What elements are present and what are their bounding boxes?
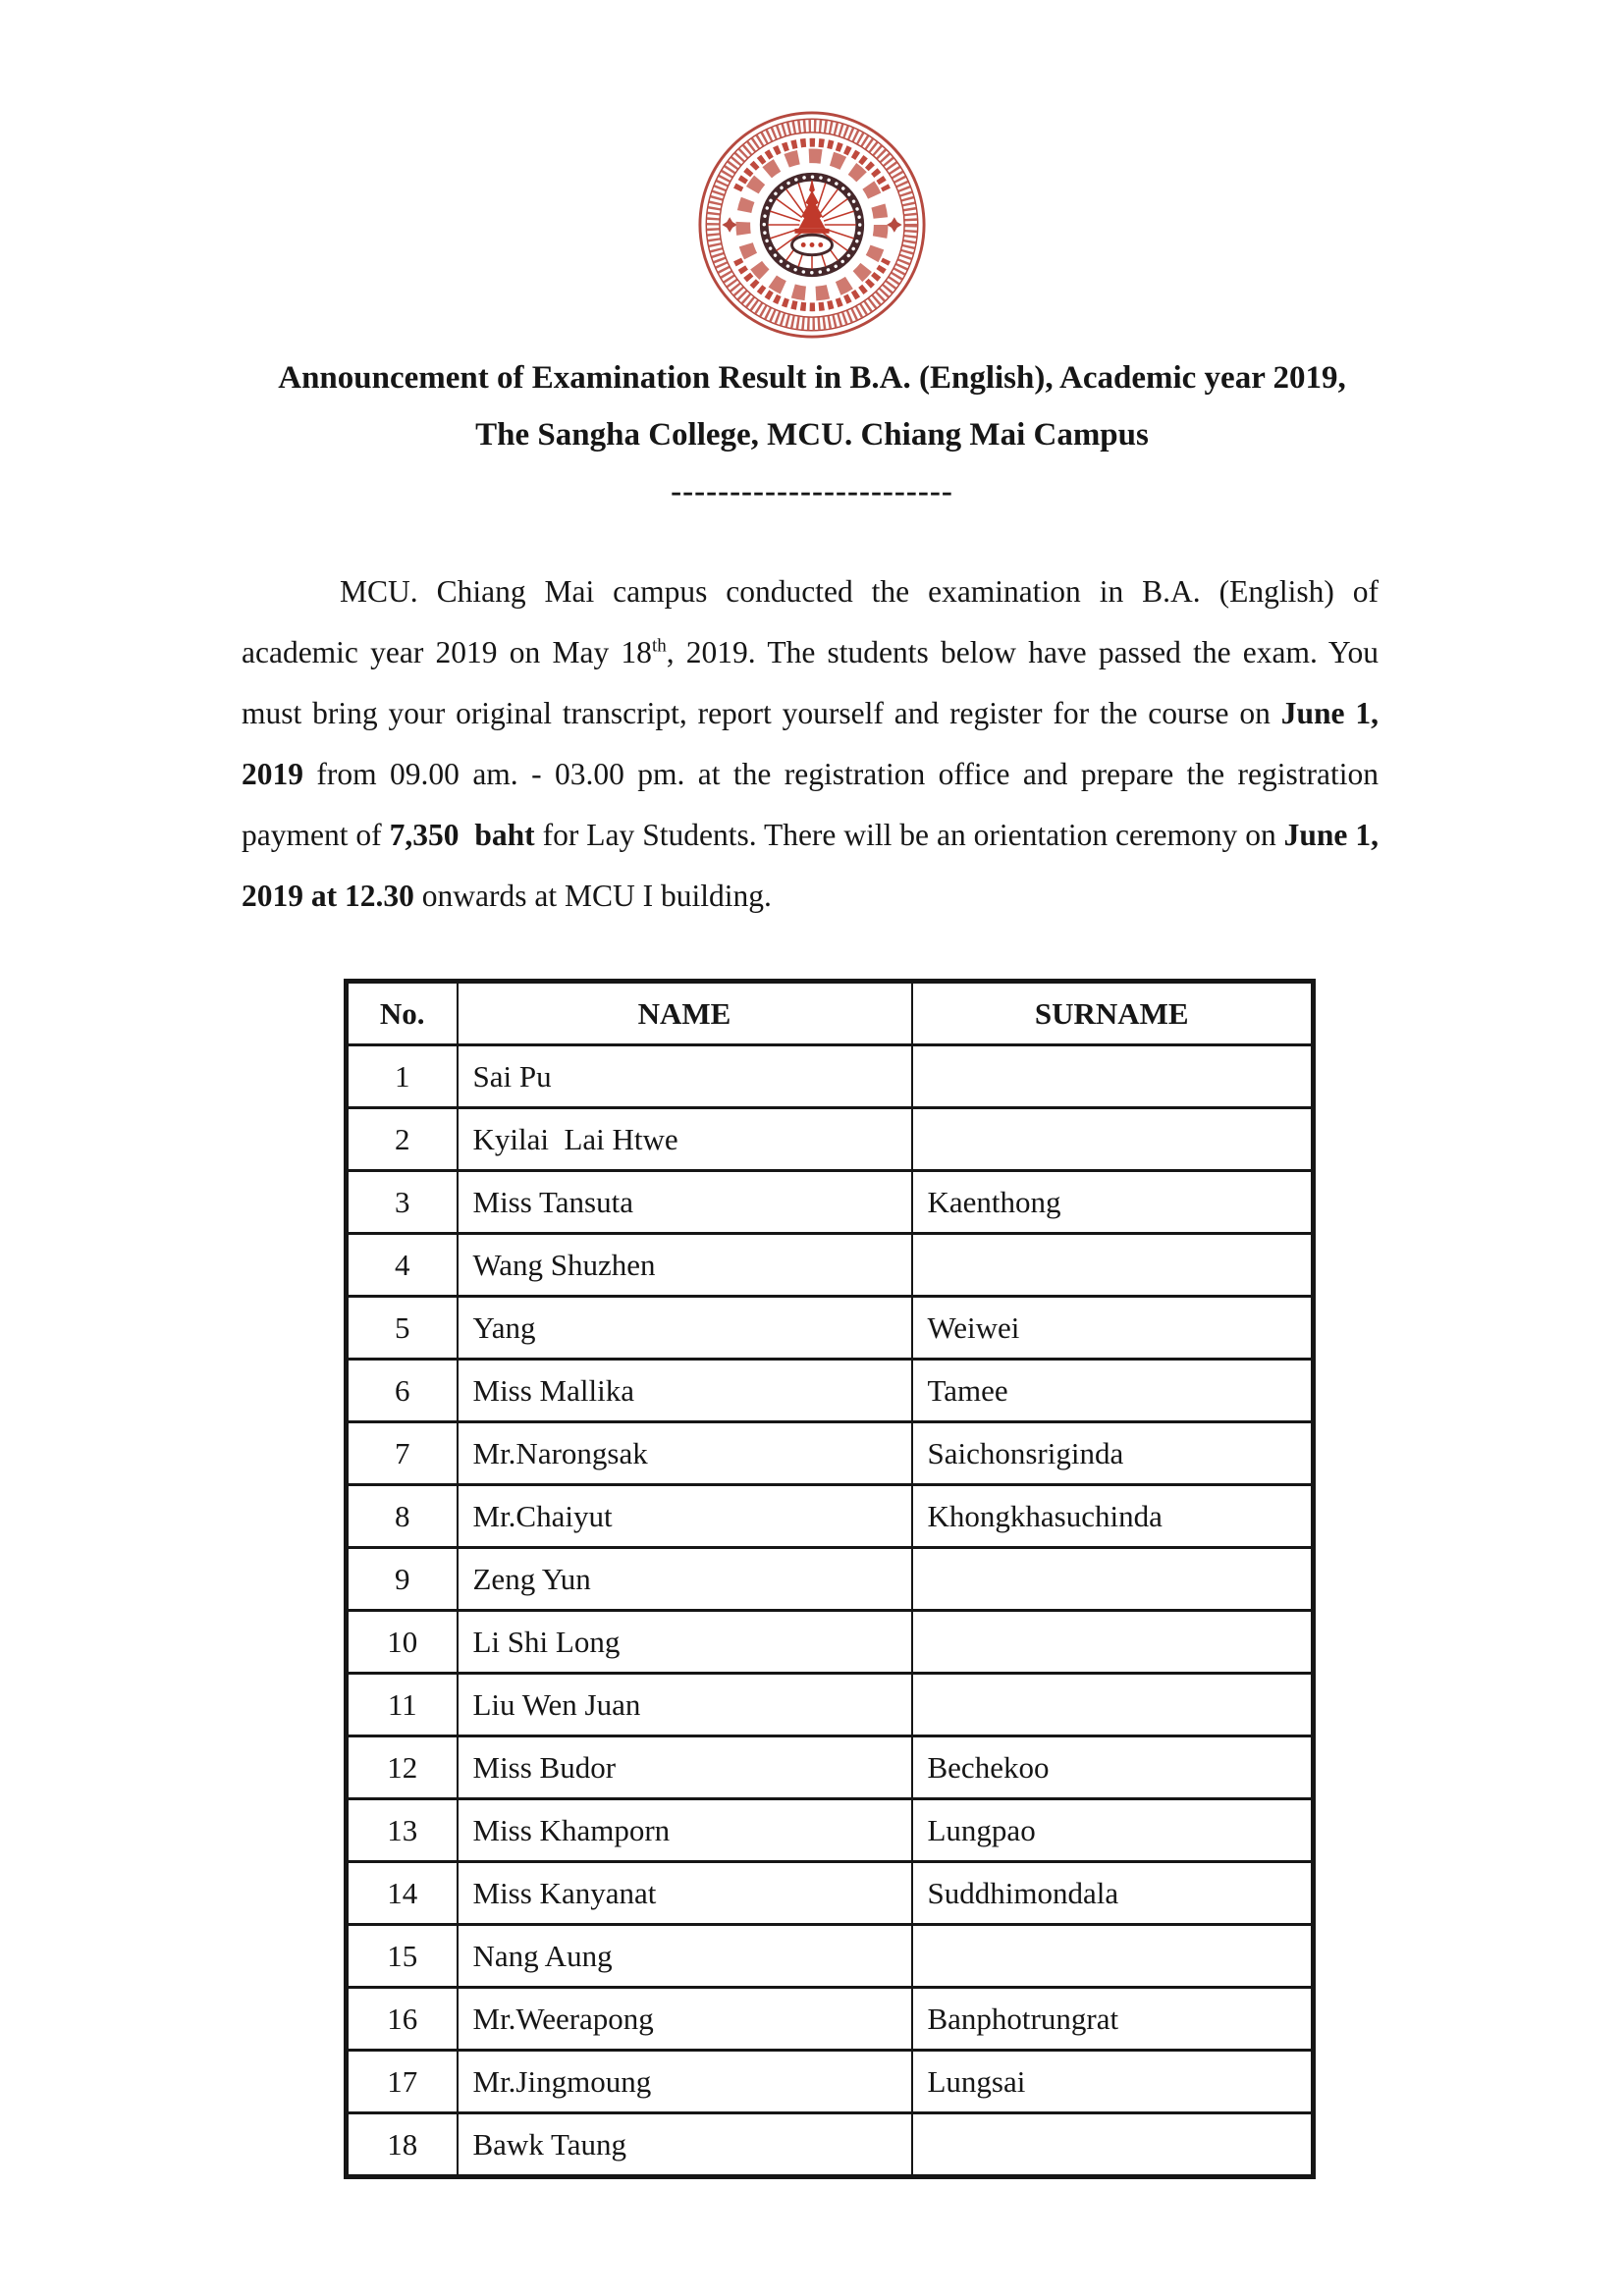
row-number-cell: 3 <box>347 1171 458 1234</box>
exam-results-table <box>344 979 1316 2179</box>
row-number-cell: 14 <box>347 1862 458 1925</box>
table-row <box>347 1548 1314 1611</box>
row-number-cell: 15 <box>347 1925 458 1988</box>
name-cell: Li Shi Long <box>458 1611 912 1674</box>
surname-cell: Lungpao <box>912 1799 1314 1862</box>
surname-cell: Tamee <box>912 1360 1314 1422</box>
name-cell: Mr.Narongsak <box>458 1422 912 1485</box>
table-row <box>347 1674 1314 1736</box>
name-cell: Miss Kanyanat <box>458 1862 912 1925</box>
paragraph-text: MCU. Chiang Mai campus conducted the examination in B.A. (English) of academic year 2019 on May 18 <box>242 574 1379 669</box>
column-header-name: NAME <box>458 982 912 1045</box>
table-row <box>347 1799 1314 1862</box>
table-row <box>347 1297 1314 1360</box>
title-block <box>0 349 1624 520</box>
row-number-cell: 13 <box>347 1799 458 1862</box>
surname-cell: Lungsai <box>912 2051 1314 2113</box>
superscript-th: th <box>651 635 667 657</box>
university-seal-icon <box>697 110 927 340</box>
name-cell: Liu Wen Juan <box>458 1674 912 1736</box>
surname-cell: Bechekoo <box>912 1736 1314 1799</box>
surname-cell <box>912 1925 1314 1988</box>
column-header-surname: SURNAME <box>912 982 1314 1045</box>
table-row <box>347 1422 1314 1485</box>
bold-orientation-time: June 1, 2019 at 12.30 <box>242 818 1386 913</box>
table-row <box>347 1736 1314 1799</box>
row-number-cell: 18 <box>347 2113 458 2177</box>
table-row <box>347 1485 1314 1548</box>
paragraph-text: , 2019. The students below have passed the exam. You must bring your original transcript, report yourself and register for the course on <box>242 635 1379 730</box>
row-number-cell: 9 <box>347 1548 458 1611</box>
surname-cell <box>912 1045 1314 1108</box>
column-header-no: No. <box>347 982 458 1045</box>
page-title-line1: Announcement of Examination Result in B.A. (English), Academic year 2019, <box>278 360 1346 396</box>
surname-cell: Banphotrungrat <box>912 1988 1314 2051</box>
name-cell: Miss Budor <box>458 1736 912 1799</box>
row-number-cell: 2 <box>347 1108 458 1171</box>
table-row <box>347 1988 1314 2051</box>
name-cell: Zeng Yun <box>458 1548 912 1611</box>
page-title-line2: The Sangha College, MCU. Chiang Mai Campus <box>475 417 1149 453</box>
table-row <box>347 2113 1314 2177</box>
row-number-cell: 17 <box>347 2051 458 2113</box>
row-number-cell: 5 <box>347 1297 458 1360</box>
surname-cell: Suddhimondala <box>912 1862 1314 1925</box>
surname-cell <box>912 1674 1314 1736</box>
table-row <box>347 1862 1314 1925</box>
table-row <box>347 1234 1314 1297</box>
surname-cell: Weiwei <box>912 1297 1314 1360</box>
name-cell: Miss Mallika <box>458 1360 912 1422</box>
title-divider: ------------------------ <box>671 474 953 509</box>
table-row <box>347 1360 1314 1422</box>
surname-cell <box>912 2113 1314 2177</box>
name-cell: Mr.Chaiyut <box>458 1485 912 1548</box>
row-number-cell: 6 <box>347 1360 458 1422</box>
name-cell: Kyilai Lai Htwe <box>458 1108 912 1171</box>
table-row <box>347 1171 1314 1234</box>
table-row <box>347 1611 1314 1674</box>
table-header-row <box>347 982 1314 1045</box>
row-number-cell: 10 <box>347 1611 458 1674</box>
surname-cell <box>912 1611 1314 1674</box>
name-cell: Sai Pu <box>458 1045 912 1108</box>
row-number-cell: 12 <box>347 1736 458 1799</box>
row-number-cell: 11 <box>347 1674 458 1736</box>
name-cell: Bawk Taung <box>458 2113 912 2177</box>
name-cell: Miss Tansuta <box>458 1171 912 1234</box>
surname-cell <box>912 1108 1314 1171</box>
row-number-cell: 4 <box>347 1234 458 1297</box>
table-row <box>347 1925 1314 1988</box>
surname-cell <box>912 1548 1314 1611</box>
table-row <box>347 1108 1314 1171</box>
name-cell: Miss Khamporn <box>458 1799 912 1862</box>
bold-payment-amount: 7,350 baht <box>389 818 535 852</box>
table-row <box>347 1045 1314 1108</box>
name-cell: Nang Aung <box>458 1925 912 1988</box>
row-number-cell: 8 <box>347 1485 458 1548</box>
name-cell: Wang Shuzhen <box>458 1234 912 1297</box>
paragraph-text: onwards at MCU I building. <box>413 879 772 913</box>
surname-cell: Khongkhasuchinda <box>912 1485 1314 1548</box>
row-number-cell: 1 <box>347 1045 458 1108</box>
paragraph-text: for Lay Students. There will be an orientation ceremony on <box>534 818 1284 852</box>
announcement-paragraph <box>242 561 1386 927</box>
surname-cell: Kaenthong <box>912 1171 1314 1234</box>
name-cell: Yang <box>458 1297 912 1360</box>
table-row <box>347 2051 1314 2113</box>
surname-cell: Saichonsriginda <box>912 1422 1314 1485</box>
name-cell: Mr.Jingmoung <box>458 2051 912 2113</box>
name-cell: Mr.Weerapong <box>458 1988 912 2051</box>
row-number-cell: 16 <box>347 1988 458 2051</box>
paragraph-text: from 09.00 am. - 03.00 pm. at the registration office and prepare the registration payment of <box>242 757 1379 852</box>
row-number-cell: 7 <box>347 1422 458 1485</box>
surname-cell <box>912 1234 1314 1297</box>
bold-registration-date: June 1, 2019 <box>242 696 1386 791</box>
